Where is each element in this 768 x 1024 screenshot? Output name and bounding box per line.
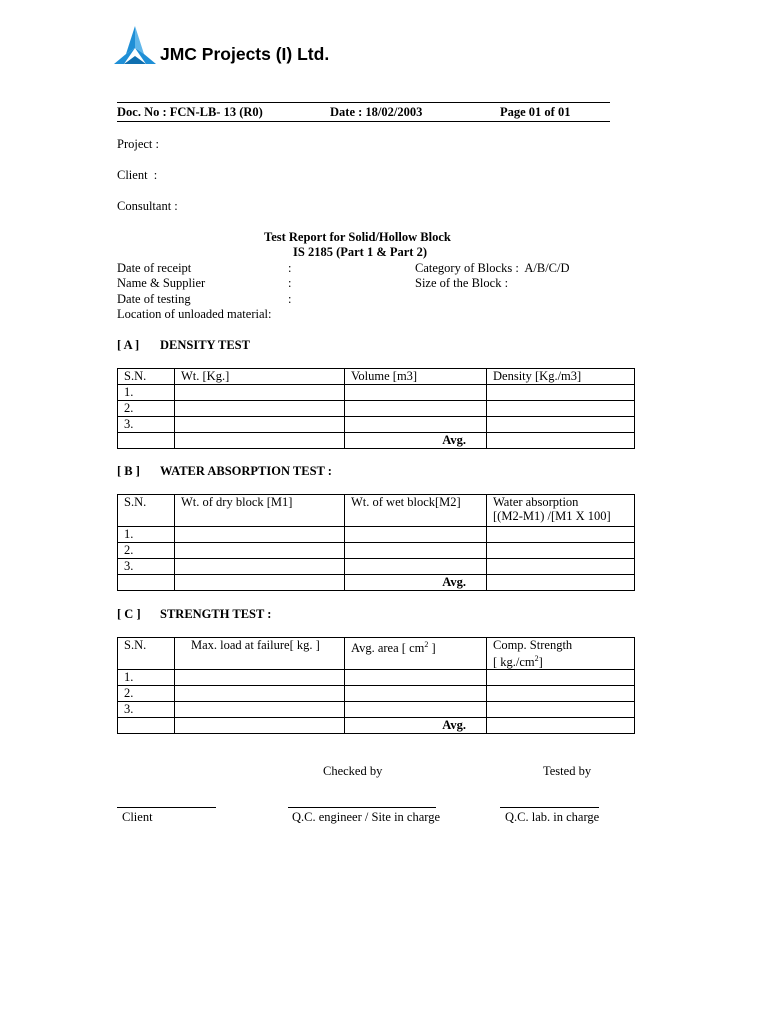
data-cell[interactable] xyxy=(175,527,345,543)
data-cell[interactable] xyxy=(487,686,635,702)
header-cell: Wt. [Kg.] xyxy=(175,369,345,385)
colon: : xyxy=(288,276,292,290)
colon: : xyxy=(288,261,292,275)
sn-cell: 2. xyxy=(118,686,175,702)
header-cell xyxy=(487,495,635,527)
area-superscript: 2 xyxy=(424,640,429,649)
table-header-row xyxy=(118,369,635,385)
data-cell[interactable] xyxy=(345,670,487,686)
section-a-tag: [ A ] xyxy=(117,338,140,352)
unit-superscript: 2 xyxy=(534,654,539,663)
empty-cell xyxy=(175,718,345,734)
doc-number: Doc. No : FCN-LB- 13 (R0) xyxy=(117,105,263,119)
data-cell[interactable] xyxy=(487,417,635,433)
company-logo-icon xyxy=(112,24,158,66)
header-cell: Density [Kg./m3] xyxy=(487,369,635,385)
header-cell: Volume [m3] xyxy=(345,369,487,385)
category-label: Category of Blocks : A/B/C/D xyxy=(415,261,570,275)
table-row xyxy=(118,417,635,433)
header-cell: S.N. xyxy=(118,369,175,385)
table-row xyxy=(118,670,635,686)
name-supplier-label: Name & Supplier xyxy=(117,276,206,290)
strength-table xyxy=(117,637,635,734)
empty-cell xyxy=(118,575,175,591)
section-c-tag: [ C ] xyxy=(117,607,141,621)
data-cell[interactable] xyxy=(487,559,635,575)
sn-cell: 3. xyxy=(118,559,175,575)
section-b-tag: [ B ] xyxy=(117,464,140,478)
data-cell[interactable] xyxy=(345,702,487,718)
company-name: JMC Projects (I) Ltd. xyxy=(160,44,330,64)
header-cell: Max. load at failure[ kg. ] xyxy=(175,638,345,670)
table-row xyxy=(118,385,635,401)
empty-cell xyxy=(118,718,175,734)
data-cell[interactable] xyxy=(175,385,345,401)
table-row xyxy=(118,543,635,559)
tested-by-label: Tested by xyxy=(543,764,592,778)
header-cell: Wt. of wet block[M2] xyxy=(345,495,487,527)
sn-cell: 3. xyxy=(118,702,175,718)
sn-cell: 2. xyxy=(118,401,175,417)
header-cell xyxy=(487,638,635,670)
report-standard: IS 2185 (Part 1 & Part 2) xyxy=(293,245,427,259)
table-row xyxy=(118,702,635,718)
doc-date: Date : 18/02/2003 xyxy=(330,105,423,119)
header-line-1: Comp. Strength xyxy=(493,638,573,652)
client-label: Client : xyxy=(117,168,158,182)
avg-label: Avg. xyxy=(345,575,487,591)
location-label: Location of unloaded material: xyxy=(117,307,272,321)
avg-value-cell[interactable] xyxy=(487,575,635,591)
data-cell[interactable] xyxy=(345,543,487,559)
client-signature-line xyxy=(117,807,216,808)
date-of-receipt-label: Date of receipt xyxy=(117,261,192,275)
header-cell xyxy=(345,638,487,670)
table-row xyxy=(118,527,635,543)
client-signature-label: Client xyxy=(122,810,153,824)
qc-lab-label: Q.C. lab. in charge xyxy=(505,810,600,824)
avg-label: Avg. xyxy=(345,433,487,449)
empty-cell xyxy=(175,433,345,449)
empty-cell xyxy=(175,575,345,591)
data-cell[interactable] xyxy=(487,527,635,543)
avg-row xyxy=(118,575,635,591)
qc-engineer-signature-line xyxy=(288,807,436,808)
data-cell[interactable] xyxy=(345,385,487,401)
colon: : xyxy=(288,292,292,306)
data-cell[interactable] xyxy=(487,401,635,417)
data-cell[interactable] xyxy=(345,401,487,417)
data-cell[interactable] xyxy=(175,670,345,686)
density-table xyxy=(117,368,635,449)
qc-lab-signature-line xyxy=(500,807,599,808)
table-row xyxy=(118,559,635,575)
avg-row xyxy=(118,718,635,734)
data-cell[interactable] xyxy=(175,559,345,575)
data-cell[interactable] xyxy=(175,702,345,718)
water-absorption-table xyxy=(117,494,635,591)
section-b-title: WATER ABSORPTION TEST : xyxy=(160,464,332,478)
header-line-1: Water absorption xyxy=(493,495,579,509)
data-cell[interactable] xyxy=(345,527,487,543)
data-cell[interactable] xyxy=(345,559,487,575)
section-a-title: DENSITY TEST xyxy=(160,338,250,352)
header-cell: S.N. xyxy=(118,638,175,670)
data-cell[interactable] xyxy=(487,702,635,718)
empty-cell xyxy=(118,433,175,449)
header-cell: Wt. of dry block [M1] xyxy=(175,495,345,527)
data-cell[interactable] xyxy=(175,543,345,559)
area-label: Avg. area [ cm xyxy=(351,641,425,656)
consultant-label: Consultant : xyxy=(117,199,178,213)
avg-value-cell[interactable] xyxy=(487,718,635,734)
data-cell[interactable] xyxy=(175,401,345,417)
avg-value-cell[interactable] xyxy=(487,433,635,449)
header-line-2: [(M2-M1) /[M1 X 100] xyxy=(493,509,611,523)
data-cell[interactable] xyxy=(345,686,487,702)
avg-label: Avg. xyxy=(345,718,487,734)
page-number: Page 01 of 01 xyxy=(500,105,571,119)
sn-cell: 3. xyxy=(118,417,175,433)
data-cell[interactable] xyxy=(175,686,345,702)
sn-cell: 2. xyxy=(118,543,175,559)
area-close: ] xyxy=(428,641,436,656)
date-of-testing-label: Date of testing xyxy=(117,292,191,306)
project-label: Project : xyxy=(117,137,160,151)
data-cell[interactable] xyxy=(487,670,635,686)
unit-close: ] xyxy=(538,655,543,670)
table-header-row xyxy=(118,638,635,670)
checked-by-label: Checked by xyxy=(323,764,383,778)
data-cell[interactable] xyxy=(175,417,345,433)
unit-label: [ kg./cm xyxy=(493,655,535,670)
data-cell[interactable] xyxy=(487,385,635,401)
report-title: Test Report for Solid/Hollow Block xyxy=(264,230,451,244)
qc-engineer-label: Q.C. engineer / Site in charge xyxy=(292,810,440,824)
data-cell[interactable] xyxy=(345,417,487,433)
section-c-title: STRENGTH TEST : xyxy=(160,607,272,621)
table-row xyxy=(118,401,635,417)
sn-cell: 1. xyxy=(118,670,175,686)
size-label: Size of the Block : xyxy=(415,276,509,290)
sn-cell: 1. xyxy=(118,527,175,543)
table-header-row xyxy=(118,495,635,527)
header-cell: S.N. xyxy=(118,495,175,527)
table-row xyxy=(118,686,635,702)
data-cell[interactable] xyxy=(487,543,635,559)
avg-row xyxy=(118,433,635,449)
sn-cell: 1. xyxy=(118,385,175,401)
